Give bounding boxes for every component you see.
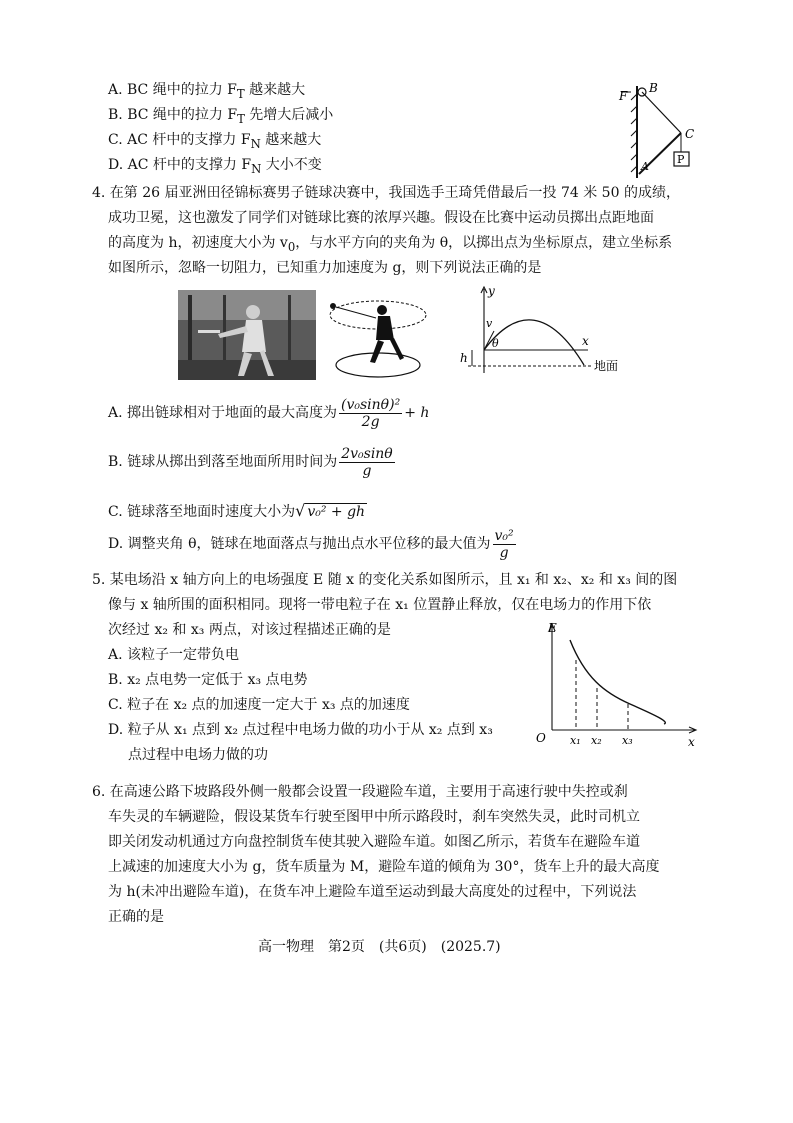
q5-option-c: C. 粒子在 x₂ 点的加速度一定大于 x₃ 点的加速度 — [108, 697, 410, 713]
q6-stem-line5: 为 h(未冲出避险车道)，在货车冲上避险车道至运动到最大高度处的过程中，下列说法 — [108, 884, 637, 900]
q4-option-b-num: 2v₀sinθ — [341, 445, 393, 462]
q6-stem-line6: 正确的是 — [108, 909, 164, 925]
q3-figure — [615, 80, 710, 180]
q4-option-a-post: + h — [404, 405, 430, 421]
label-theta: θ — [492, 337, 499, 350]
label-x1: x₁ — [570, 734, 581, 747]
label-h: h — [460, 351, 468, 365]
q4-option-a-text: A. 掷出链球相对于地面的最大高度为 — [108, 405, 338, 421]
q3-option-c-text: C. AC 杆中的支撑力 F — [108, 132, 251, 148]
q3-option-d — [108, 155, 322, 179]
q4-option-a-den: 2g — [361, 413, 380, 430]
label-e: E — [548, 621, 557, 635]
q4-trajectory-figure — [448, 283, 618, 378]
q3-option-b-sub: T — [237, 111, 245, 126]
q4-stem-line4: 如图所示，忽略一切阻力，已知重力加速度为 g，则下列说法正确的是 — [108, 260, 542, 276]
q5-e-x-figure — [530, 618, 705, 748]
q6-stem-line1: 6. 在高速公路下坡路段外侧一般都会设置一段避险车道，主要用于高速行驶中失控或刹 — [92, 784, 628, 800]
label-p: P — [677, 153, 685, 166]
label-x: x — [582, 334, 589, 348]
q5-stem-line2: 像与 x 轴所围的面积相同。现将一带电粒子在 x₁ 位置静止释放，仅在电场力的作用下依 — [108, 597, 652, 613]
label-x-q5: x — [688, 735, 695, 748]
q4-option-c: C. 链球落至地面时速度大小为√ v₀² + gh — [108, 501, 366, 520]
label-a: A — [641, 160, 649, 173]
q3-option-c-tail: 越来越大 — [260, 132, 322, 148]
q4-option-d-frac — [493, 528, 516, 561]
q5-stem-line3: 次经过 x₂ 和 x₃ 两点，对该过程描述正确的是 — [108, 622, 391, 638]
label-y: y — [488, 284, 495, 298]
q6-stem-line2: 车失灵的车辆避险，假设某货车行驶至图甲中所示路段时，刹车突然失灵，此时司机立 — [108, 809, 640, 825]
q4-stem-line3a: 的高度为 h，初速度大小为 v — [108, 235, 288, 251]
q4-option-d-text: D. 调整夹角 θ，链球在地面落点与抛出点水平位移的最大值为 — [108, 536, 491, 552]
trajectory-curve — [484, 320, 584, 365]
label-x3: x₃ — [622, 734, 633, 747]
q4-stem-line3: 的高度为 h，初速度大小为 $v_0$，与水平方向的夹角为 θ，以掷出点为坐标原点，建立坐标系 — [108, 235, 673, 254]
q4-option-d — [108, 524, 518, 564]
q3-option-a — [108, 80, 305, 104]
label-v0: v — [486, 317, 493, 330]
q4-option-b-frac — [339, 446, 395, 479]
q4-stem-line3b: ，与水平方向的夹角为 θ，以掷出点为坐标原点，建立坐标系 — [295, 235, 673, 251]
page-footer: 高一物理 第2页 (共6页) (2025.7) — [258, 939, 501, 955]
q4-option-b-text: B. 链球从掷出到落至地面所用时间为 — [108, 454, 338, 470]
q5-option-d-line2: 点过程中电场力做的功 — [128, 747, 268, 763]
label-b: B — [649, 81, 658, 95]
q4-stem-line2: 成功卫冕，这也激发了同学们对链球比赛的浓厚兴趣。假设在比赛中运动员掷出点距地面 — [108, 210, 654, 226]
label-f: F — [619, 89, 628, 103]
q5-option-b: B. x₂ 点电势一定低于 x₃ 点电势 — [108, 672, 308, 688]
q3-option-b — [108, 105, 333, 129]
q4-option-b — [108, 442, 397, 482]
q4-option-c-text: C. 链球落至地面时速度大小为 — [108, 504, 296, 520]
q5-option-a: A. 该粒子一定带负电 — [108, 647, 240, 663]
q4-option-b-den: g — [362, 462, 372, 479]
q5-stem-line1: 5. 某电场沿 x 轴方向上的电场强度 E 随 x 的变化关系如图所示，且 x₁ 和 x₂、x₂ 和 x₃ 间的图 — [92, 572, 678, 588]
rope-bc — [642, 92, 681, 133]
q3-option-a-sub: T — [236, 86, 245, 101]
label-x2: x₂ — [591, 734, 602, 747]
e-curve — [570, 640, 665, 724]
q3-option-c-sub: N — [250, 136, 261, 151]
q4-option-d-num: v₀² — [494, 527, 514, 544]
q4-stem-line1: 4. 在第 26 届亚洲田径锦标赛男子链球决赛中，我国选手王琦凭借最后一投 74 米 50 的成绩， — [92, 185, 680, 201]
q3-option-a-tail: 越来越大 — [244, 82, 306, 98]
q3-option-c — [108, 130, 321, 154]
q6-stem-line3: 即关闭发动机通过方向盘控制货车使其驶入避险车道。如图乙所示，若货车在避险车道 — [108, 834, 640, 850]
q3-option-d-text: D. AC 杆中的支撑力 F — [108, 157, 252, 173]
q4-option-d-den: g — [499, 544, 509, 561]
hammer-thrower-photo — [178, 290, 316, 380]
q3-option-b-text: B. BC 绳中的拉力 F — [108, 107, 238, 123]
q3-option-a-text: A. BC 绳中的拉力 F — [108, 82, 237, 98]
label-c: C — [685, 127, 695, 141]
q4-option-a-num: (v₀sinθ)² — [341, 396, 401, 413]
q4-option-a-frac — [339, 397, 402, 430]
q3-option-b-tail: 先增大后减小 — [244, 107, 334, 123]
q3-option-d-tail: 大小不变 — [261, 157, 322, 173]
q4-option-c-sqrt: v₀² + gh — [307, 504, 366, 520]
q6-stem-line4: 上减速的加速度大小为 g，货车质量为 M，避险车道的倾角为 30°，货车上升的最大高度 — [108, 859, 660, 875]
q3-option-d-sub: N — [251, 161, 262, 176]
hammer-thrower-drawing — [318, 290, 428, 380]
label-ground: 地面 — [594, 359, 618, 373]
q4-option-a — [108, 393, 429, 433]
q5-option-d-line1: D. 粒子从 x₁ 点到 x₂ 点过程中电场力做的功小于从 x₂ 点到 x₃ — [108, 722, 493, 738]
label-o: O — [536, 731, 546, 745]
